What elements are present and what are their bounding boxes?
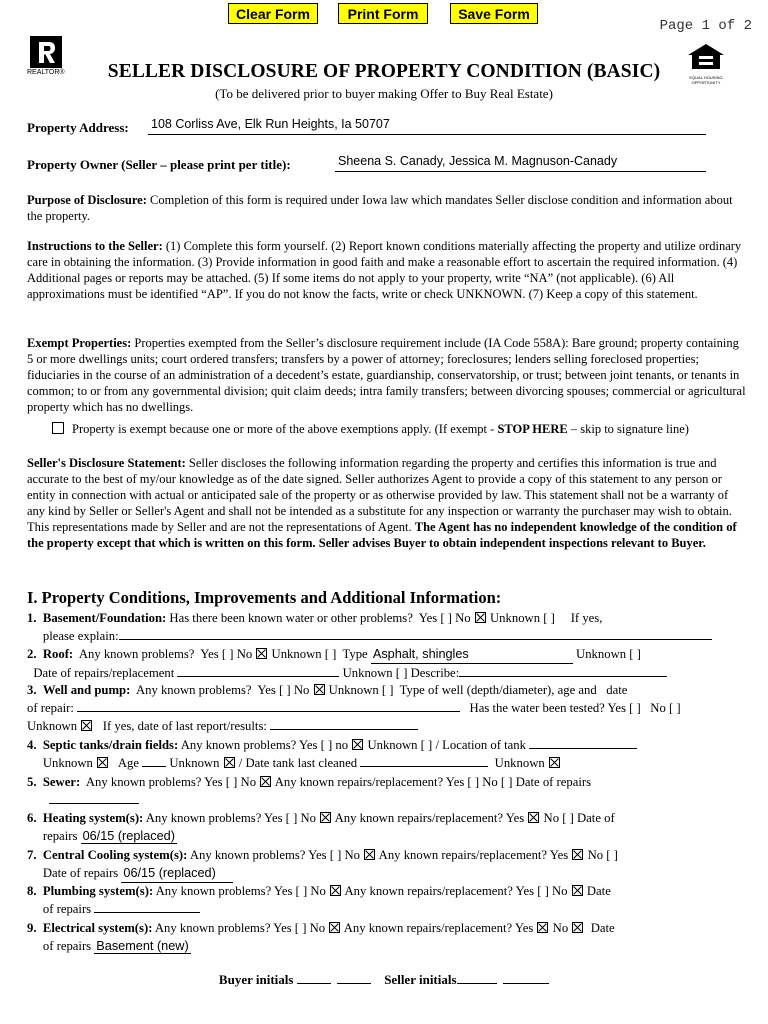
roof-type-field[interactable]: Asphalt, shingles [371,645,573,664]
item-plumbing: 8. Plumbing system(s): Any known problems? Yes [ ] No Any known repairs/replacement? Yes [ ] No Date of repairs [27,884,611,916]
purpose-paragraph: Purpose of Disclosure: Completion of this form is required under Iowa law which mandates Seller disclose condition and information about the property. [27,193,733,223]
address-label: Property Address: [27,120,129,135]
heating-date-field[interactable]: 06/15 (replaced) [82,829,175,843]
checkbox-yes[interactable] [528,812,539,823]
owner-field[interactable]: Sheena S. Canady, Jessica M. Magnuson-Canady [335,154,706,172]
item-well: 3. Well and pump: Any known problems? Yes [ ] No Unknown [ ] Type of well (depth/diameter), age and date of repair: Has the water been tested? Yes [ ] No [ ] Unknown If yes, date of last report/results: [27,683,681,733]
address-field[interactable]: 108 Corliss Ave, Elk Run Heights, Ia 50707 [148,117,706,135]
instructions-paragraph: Instructions to the Seller: (1) Complete this form yourself. (2) Report known conditions materially affecting the property and utilize ordinary care in obtaining the information. (3) Provide information in good faith and make a reasonable effort to ascertain the required information. (4) Additional pages or reports may be attached. (5) If some items do not apply to your property, write “NA” (not applicable). (6) All approximations must be identified “AP”. If you do not know the facts, write or check UNKNOWN. (7) Keep a copy of this statement. [27,239,742,301]
checkbox-no[interactable] [572,885,583,896]
item-electrical: 9. Electrical system(s): Any known problems? Yes [ ] No Any known repairs/replacement? Yes No Date of repairs Basement (new) [27,921,615,953]
exempt-paragraph: Exempt Properties: Properties exempted from the Seller’s disclosure requirement include (IA Code 558A): Bare ground; property containing 5 or more dwellings units; court ordered transfers; transfers by a power of attorney; foreclosures; lenders selling foreclosed properties; fiduciaries in the course of an administration of a decedent’s estate, guardianship, conservatorship, or trust; between joint tenants, or tenants in common; to or from any governmental division; quit claim deeds; intra family transfers; between divorcing spouses; commercial or agricultural property which has no dwellings. [27,336,746,414]
save-form-button[interactable]: Save Form [450,3,538,24]
checkbox-yes[interactable] [572,849,583,860]
print-form-button[interactable]: Print Form [338,3,428,24]
electrical-date-field[interactable]: Basement (new) [96,939,189,953]
item-cooling: 7. Central Cooling system(s): Any known problems? Yes [ ] No Any known repairs/replacement? Yes No [ ] Date of repairs 06/15 (replaced) [27,846,752,883]
checkbox-yes[interactable] [537,922,548,933]
checkbox-unknown[interactable] [97,757,108,768]
realtor-logo-text: REALTOR® [27,69,65,76]
checkbox-no[interactable] [314,684,325,695]
item-heating: 6. Heating system(s): Any known problems? Yes [ ] No Any known repairs/replacement? Yes No [ ] Date of repairs 06/15 (replaced) [27,811,615,843]
page-number: Page 1 of 2 [659,18,752,34]
disclosure-statement-paragraph: Seller's Disclosure Statement: Seller discloses the following information regarding the property and certifies this information is true and accurate to the best of my/our knowledge as of the date signed. Seller authorizes Agent to provide a copy of this statement to any person or entity in connection with actual or anticipated sale of the property or as otherwise provided by law. This statement shall not be a warranty of any kind by Seller or Seller's Agent and shall not be intended as a substitute for any inspection or warranty the purchaser may wish to obtain. This representations made by Seller and are not the representations of Agent. The Agent has no independent knowledge of the condition of the property except that which is written on this form. Seller advises Buyer to obtain independent inspections relevant to Buyer. [27,456,737,550]
item-sewer: 5. Sewer: Any known problems? Yes [ ] No Any known repairs/replacement? Yes [ ] No [ ] Date of repairs [27,773,752,809]
checkbox-no[interactable] [475,612,486,623]
cooling-date-field[interactable]: 06/15 (replaced) [121,864,233,883]
item-basement: 1. Basement/Foundation: Has there been known water or other problems? Yes [ ] No Unknown [ ] If yes, please explain: [27,609,752,645]
form-title: SELLER DISCLOSURE OF PROPERTY CONDITION (BASIC) [107,61,661,82]
clear-form-button[interactable]: Clear Form [228,3,318,24]
form-subtitle: (To be delivered prior to buyer making Offer to Buy Real Estate) [215,86,553,101]
owner-label: Property Owner (Seller – please print per title): [27,157,291,172]
checkbox-no[interactable] [329,922,340,933]
checkbox-unknown[interactable] [224,757,235,768]
checkbox-no[interactable] [352,739,363,750]
checkbox-no[interactable] [320,812,331,823]
checkbox-no[interactable] [572,922,583,933]
checkbox-no[interactable] [364,849,375,860]
equal-housing-icon: EQUAL HOUSING OPPORTUNITY [686,43,726,85]
item-roof: 2. Roof: Any known problems? Yes [ ] No Unknown [ ] Type Asphalt, shingles Unknown [ ] Date of repairs/replacement Unknown [ ] Describe: [27,645,752,682]
exempt-checkbox-row: Property is exempt because one or more of the above exemptions apply. (If exempt - STOP HERE – skip to signature line) [52,422,689,437]
exempt-checkbox[interactable] [52,422,64,434]
initials-row: Buyer initials Seller initials [0,972,768,988]
item-septic: 4. Septic tanks/drain fields: Any known problems? Yes [ ] no Unknown [ ] / Location of tank Unknown Age Unknown / Date tank last cleaned Unknown [27,736,752,772]
section-title: I. Property Conditions, Improvements and Additional Information: [27,588,502,607]
checkbox-no[interactable] [260,776,271,787]
checkbox-no[interactable] [330,885,341,896]
checkbox-unknown[interactable] [81,720,92,731]
checkbox-unknown[interactable] [549,757,560,768]
checkbox-no[interactable] [256,648,267,659]
